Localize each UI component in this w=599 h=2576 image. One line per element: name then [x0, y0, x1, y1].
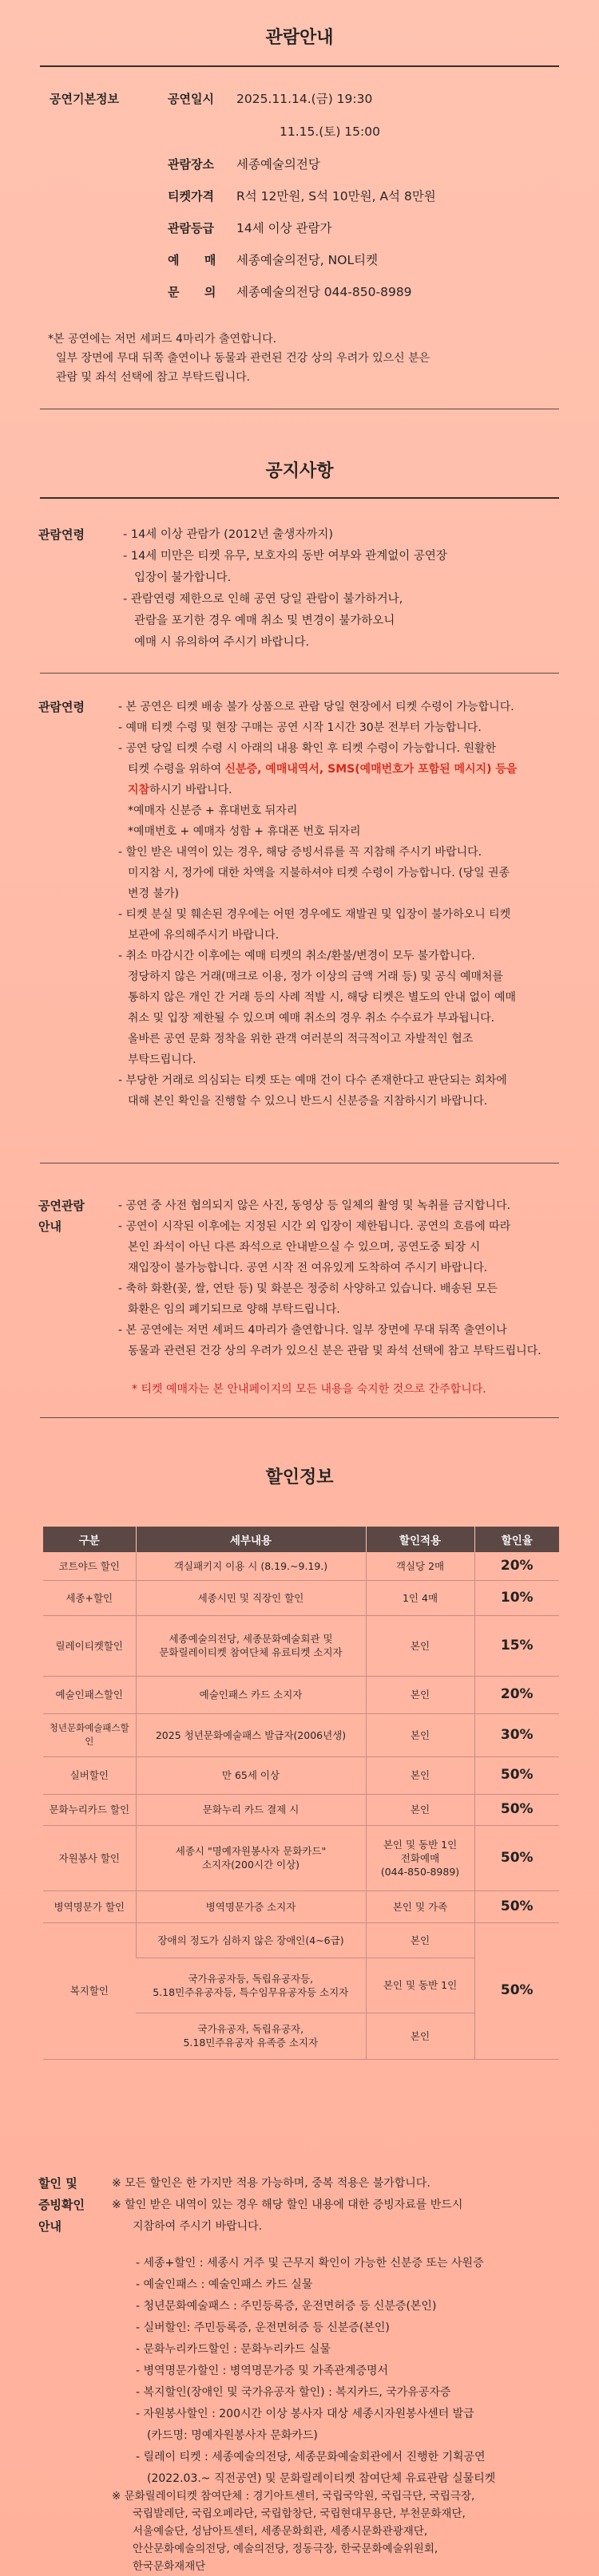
- notice-title: 공지사항: [265, 461, 334, 481]
- info-value: R석 12만원, S석 10만원, A석 8만원: [236, 189, 436, 203]
- table-row: 예술인패스할인 예술인패스 카드 소지자 본인 20%: [43, 1676, 559, 1713]
- header-detail: 세부내용: [136, 1527, 366, 1552]
- table-row: 코트야드 할인 객실패키지 이용 시 (8.19.~9.19.) 객실당 2매 20%: [43, 1552, 559, 1580]
- table-row: 청년문화예술패스할인 2025 청년문화예술패스 발급자(2006년생) 본인 30%: [43, 1713, 559, 1756]
- notice-divider: [40, 673, 559, 674]
- notice-top-rule: [40, 497, 559, 499]
- info-key: 티켓가격: [168, 189, 214, 203]
- table-row: 실버할인 만 65세 이상 본인 50%: [43, 1756, 559, 1794]
- ticket-label: 관람연령: [38, 700, 85, 714]
- header-apply: 할인적용: [366, 1527, 474, 1552]
- table-row: 릴레이티켓할인 세종예술의전당, 세종문화예술회관 및 문화릴레이티켓 참여단체 유료티켓 소지자 본인 15%: [43, 1615, 559, 1676]
- table-row: 세종+할인 세종시민 및 직장인 할인 1인 4매 10%: [43, 1580, 559, 1615]
- welfare-category: 복지할인: [43, 1922, 136, 2059]
- etiquette-label-line1: 공연관람: [38, 1199, 85, 1213]
- info-key: 관람등급: [168, 221, 214, 235]
- info-value: 세종예술의전당 044-850-8989: [236, 285, 412, 299]
- welfare-rate: 50%: [474, 1922, 559, 2059]
- age-label: 관람연령: [38, 527, 85, 542]
- table-row: 문화누리카드 할인 문화누리 카드 결제 시 본인 50%: [43, 1794, 559, 1825]
- etiquette-label-line2: 안내: [38, 1219, 61, 1234]
- header-category: 구분: [43, 1527, 136, 1552]
- info-value: 세종예술의전당: [236, 157, 320, 172]
- notice-bottom-rule: [40, 1417, 559, 1418]
- info-key: 공연일시: [168, 92, 214, 106]
- table-row: 복지할인 장애의 정도가 심하지 않은 장애인(4~6급) 본인 50%: [43, 1922, 559, 1958]
- table-row: 병역명문가 할인 병역명문가증 소지자 본인 및 가족 50%: [43, 1891, 559, 1922]
- discount-title: 할인정보: [265, 1468, 334, 1488]
- watch-info-top-rule: [40, 65, 559, 67]
- info-value: 11.15.(토) 15:00: [280, 124, 380, 139]
- watch-info-title: 관람안내: [265, 28, 334, 48]
- table-row: 국가유공자등, 독립유공자등, 5.18민주유공자등, 특수임무유공자등 소지자 본인 및 동반 1인: [43, 1958, 559, 2013]
- table-row: 국가유공자, 독립유공자, 5.18민주유공자 유족증 소지자 본인: [43, 2013, 559, 2059]
- info-value: 14세 이상 관람가: [236, 221, 332, 235]
- info-value: 세종예술의전당, NOL티켓: [236, 253, 379, 267]
- ticket-holder-footnote: * 티켓 예매자는 본 안내페이지의 모든 내용을 숙지한 것으로 간주합니다.: [132, 1383, 486, 1396]
- info-key: 예 매: [168, 253, 216, 267]
- discount-table: [43, 1527, 559, 2060]
- discount-table-header: [43, 1527, 559, 1552]
- notice-divider: [40, 1163, 559, 1164]
- info-key: 문 의: [168, 285, 216, 299]
- table-row: 자원봉사 할인 세종시 "명예자원봉사자 문화카드" 소지자(200시간 이상) 본인 및 동반 1인 전화예매 (044-850-8989) 50%: [43, 1825, 559, 1891]
- info-key: 관람장소: [168, 157, 214, 172]
- info-value: 2025.11.14.(금) 19:30: [236, 92, 373, 106]
- header-rate: 할인율: [474, 1527, 559, 1552]
- basic-info-label: 공연기본정보: [50, 92, 119, 106]
- page: 관람안내 공연기본정보 공연일시 2025.11.14.(금) 19:30 11.15.(토) 15:00 관람장소 세종예술의전당 티켓가격 R석 12만원, S석 10만원, A석 8만원 관람등급 14세 이상 관람가 예 매 세종예술의전당, NOL티켓 문 의 세종예술의전당 044-850-8989 *본 공연에는 저먼 셰퍼드 4마리가 출연합니다. 일부 장면에 무대 뒤쪽 출연이나 동물과 관련된 건강 상의 우려가 있으신 분은 관람 및 좌석 선택에 참고 부탁드립니다. 공지사항 관람연령 - 14세 이상 관람가 (2012년 출생자까지) - 14세 미만은 티켓 유무, 보호자의 동반 여부와 관계없이 공연장 입장이 불가합니다. - 관람연령 제한으로 인해 공연 당일 관람이 불가하거나, 관람을 포기한 경우 예매 취소 및 변경이 불가하오니 예매 시 유의하여 주시기 바랍니다. 관람연령 - 본 공연은 티켓 배송 불가 상품으로 관람 당일 현장에서 티켓 수령이 가능합니다. - 예매 티켓 수령 및 현장 구매는 공연 시작 1시간 30분 전부터 가능합니다. - 공연 당일 티켓 수령 시 아래의 내용 확인 후 티켓 수령이 가능합니다. 원활한 티켓 수령을 위하여 신분증, 예매내역서, SMS(예매번호가 포함된 메시지) 등을 지참하시기 바랍니다. *예매자 신분증 + 휴대번호 뒤자리 *예매번호 + 예매자 성함 + 휴대폰 번호 뒤자리 - 할인 받은 내역이 있는 경우, 해당 증빙서류를 꼭 지참해 주시기 바랍니다. 미지참 시, 정가에 대한 차액을 지불하셔야 티켓 수령이 가능합니다. (당일 권종 변경 불가) - 티켓 분실 및 훼손된 경우에는 어떤 경우에도 재발권 및 입장이 불가하오니 티켓 보관에 유의해주시기 바랍니다. - 취소 마감시간 이후에는 예매 티켓의 취소/환불/변경이 모두 불가합니다. 정당하지 않은 거래(매크로 이용, 정가 이상의 금액 거래 등) 및 공식 예매처를 통하지 않은 개인 간 거래 등의 사례 적발 시, 해당 티켓은 별도의 안내 없이 예매 취소 및 입장 제한될 수 있으며 예매 취소의 경우 취소 수수료가 부과됩니다. 올바른 공연 문화 정착을 위한 관객 여러분의 적극적이고 자발적인 협조 부탁드립니다. - 부당한 거래로 의심되는 티켓 또는 예매 건이 다수 존재한다고 판단되는 회차에 대해 본인 확인을 진행할 수 있으니 반드시 신분증을 지참하시기 바랍니다. 공연관람 안내 - 공연 중 사전 협의되지 않은 사진, 동영상 등 일체의 촬영 및 녹취를 금지합니다. - 공연이 시작된 이후에는 지정된 시간 외 입장이 제한됩니다. 공연의 흐름에 따라 본인 좌석이 아닌 다른 좌석으로 안내받으실 수 있으며, 공연도중 퇴장 시 재입장이 불가능합니다. 공연 시작 전 여유있게 도착하여 주시기 바랍니다. - 축하 화환(꽃, 쌀, 연탄 등) 및 화분은 정중히 사양하고 있습니다. 배송된 모든 화환은 임의 폐기되므로 양해 부탁드립니다. - 본 공연에는 저먼 셰퍼드 4마리가 출연합니다. 일부 장면에 무대 뒤쪽 출연이나 동물과 관련된 건강 상의 우려가 있으신 분은 관람 및 좌석 선택에 참고 부탁드립니다. * 티켓 예매자는 본 안내페이지의 모든 내용을 숙지한 것으로 간주합니다. 할인정보 구분 세부내용 할인적용 할인율 코트야드 할인 객실패키지 이용 시 (8.19.~9.19.) 객실당 2매 20% 세종+할인 세종시민 및 직장인 할인 1인 4매 10% 릴레이티켓할인 세종예술의전당, 세종문화예술회관 및 문화릴레이티켓 참여단체 유료티켓 소지자 본인 15% 예술인패스할인 예술인패스 카드 소지자 본인 20% 청년문화예술패스할인 2025 청년문화예술패스 발급자(2006년생) 본인 30% 실버할인 만 65세 이상 본인 50% 문화누리카드 할인 문화누리 카드 결제 시 본인 50% 자원봉사 할인 세종시 "명예자원봉사자 문화카드" 소지자(200시간 이상) 본인 및 동반 1인 전화예매 (044-850-8989) 50% 병역명문가 할인 병역명문가증 소지자 본인 및 가족 50% 복지할인 장애의 정도가 심하지 않은 장애인(4~6급) 본인 50% 국가유공자등, 독립유공자등, 5.18민주유공자등, 특수임무유공자등 소지자 본인 및 동반 1인 국가유공자, 독립유공자, 5.18민주유공자 유족증 소지자 본인 할인 및 증빙확인 안내 ※ 모든 할인은 한 가지만 적용 가능하며, 중복 적용은 불가합니다. ※ 할인 받은 내역이 있는 경우 해당 할인 내용에 대한 증빙자료를 반드시 지참하여 주시기 바랍니다. - 세종+할인 : 세종시 거주 및 근무지 확인이 가능한 신분증 또는 사원증 - 예술인패스 : 예술인패스 카드 실물 - 청년문화예술패스 : 주민등록증, 운전면허증 등 신분증(본인) - 실버할인: 주민등록증, 운전면허증 등 신분증(본인) - 문화누리카드할인 : 문화누리카드 실물 - 병역명문가할인 : 병역명문가증 및 가족관계증명서 - 복지할인(장애인 및 국가유공자 할인) : 복지카드, 국가유공자증 - 자원봉사할인 : 200시간 이상 봉사자 대상 세종시자원봉사센터 발급 (카드명: 명예자원봉사자 문화카드) - 릴레이 티켓 : 세종예술의전당, 세종문화예술회관에서 진행한 기획공연 (2022.03.~ 직전공연) 및 문화릴레이티켓 참여단체 유료관람 실물티켓 ※ 문화릴레이티켓 참여단체 : 경기아트센터, 국립국악원, 국립극단, 국립극장, 국립발레단, 국립오페라단, 국립합창단, 국립현대무용단, 부천문화재단, 서울예술단, 성남아트센터, 세종문화회관, 세종시문화관광재단, 안산문화예술의전당, 예술의전당, 정동극장, 한국문화예술위원회, 한국문화재재단: [0, 0, 599, 2576]
